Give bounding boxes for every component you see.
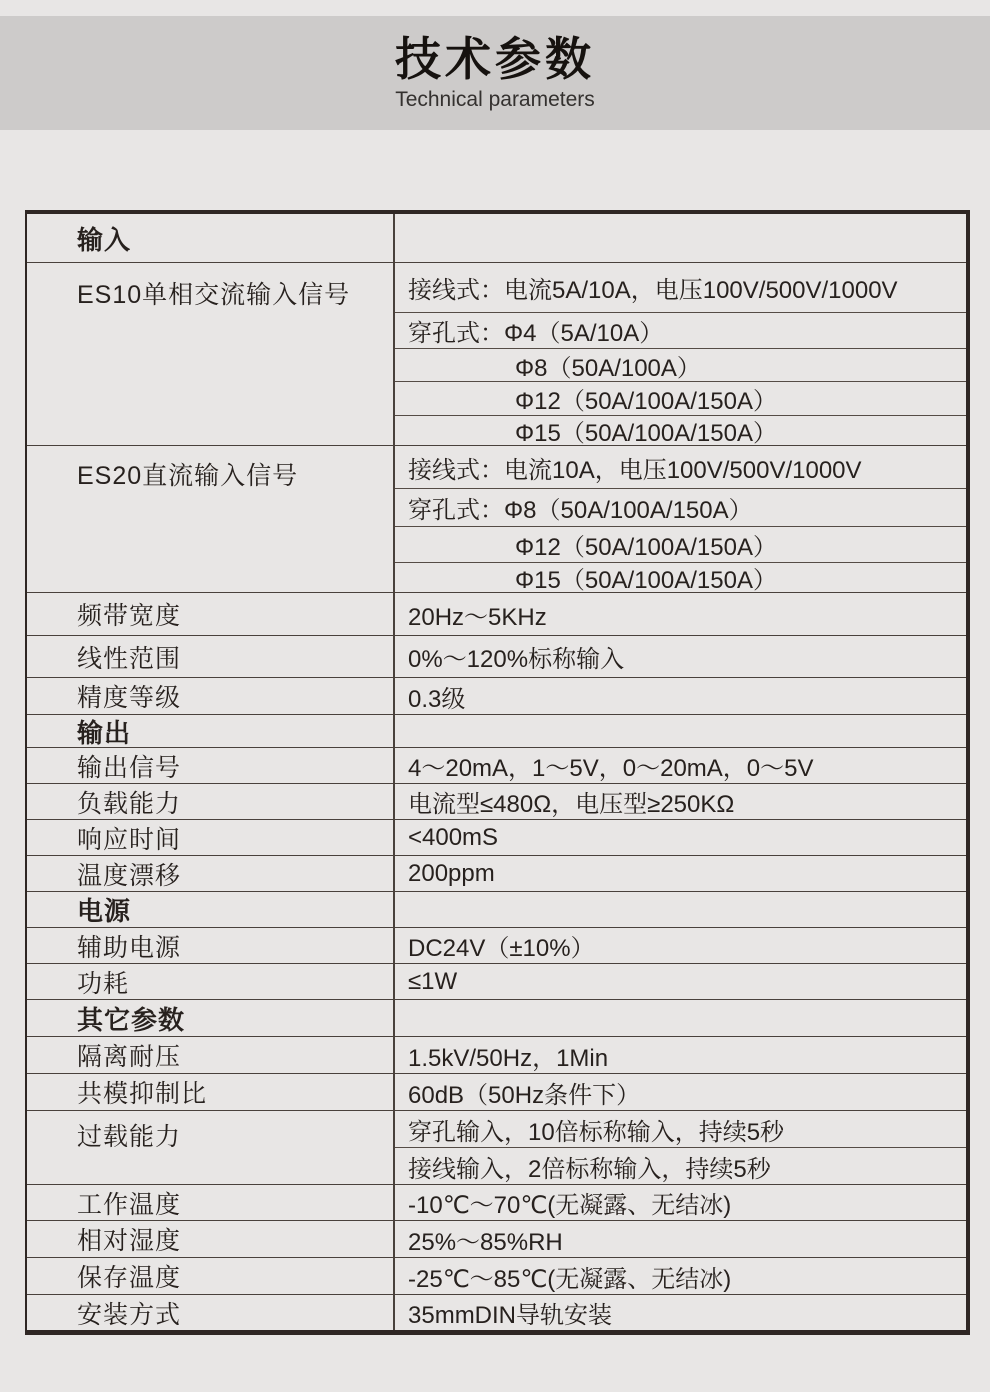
- table-row: [27, 678, 966, 715]
- param-label: ES10单相交流输入信号: [27, 263, 395, 445]
- param-label: 工作温度: [27, 1185, 395, 1220]
- param-value: -25℃～85℃(无凝露、无结冰): [408, 1265, 732, 1293]
- section-value-empty: [395, 715, 966, 747]
- param-label: ES20直流输入信号: [27, 446, 395, 592]
- param-label: 负载能力: [27, 784, 395, 819]
- param-label: 过载能力: [27, 1111, 395, 1184]
- param-value: Φ15（50A/100A/150A）: [395, 562, 966, 592]
- param-value: 60dB（50Hz条件下）: [408, 1081, 641, 1109]
- param-value: 200ppm: [408, 859, 495, 887]
- table-row: [27, 1074, 966, 1111]
- param-value: 穿孔式：Φ8（50A/100A/150A）: [395, 488, 966, 526]
- param-value: <400mS: [408, 823, 499, 851]
- table-row: [27, 1295, 966, 1330]
- param-value: 穿孔式：Φ4（5A/10A）: [395, 312, 966, 348]
- param-label: 共模抑制比: [27, 1074, 395, 1110]
- param-value: 电流型≤480Ω，电压型≥250KΩ: [408, 791, 735, 818]
- table-row: [27, 636, 966, 678]
- param-value: Φ8（50A/100A）: [395, 348, 966, 381]
- group-row-es10: [27, 263, 966, 446]
- param-label: 保存温度: [27, 1258, 395, 1294]
- section-row-output: [27, 715, 966, 748]
- table-row: [27, 1258, 966, 1295]
- section-row-other: [27, 1000, 966, 1037]
- section-label: 输出: [27, 715, 395, 747]
- param-value: Φ12（50A/100A/150A）: [395, 381, 966, 415]
- param-value: Φ12（50A/100A/150A）: [395, 526, 966, 562]
- param-value: 1.5kV/50Hz，1Min: [408, 1044, 609, 1072]
- table-row: [27, 784, 966, 820]
- param-label: 功耗: [27, 964, 395, 999]
- group-row-overload: [27, 1111, 966, 1185]
- param-value: -10℃～70℃(无凝露、无结冰): [408, 1192, 732, 1219]
- table-row: [27, 856, 966, 892]
- param-label: 响应时间: [27, 820, 395, 855]
- spec-table: [25, 210, 970, 1335]
- section-label: 电源: [27, 892, 395, 927]
- table-row: [27, 748, 966, 784]
- param-label: 精度等级: [27, 678, 395, 714]
- table-row: [27, 820, 966, 856]
- param-value: DC24V（±10%）: [408, 935, 595, 962]
- param-value: 接线式：电流5A/10A，电压100V/500V/1000V: [408, 277, 898, 304]
- section-value-empty: [395, 892, 966, 927]
- group-row-es20: [27, 446, 966, 593]
- param-value: 穿孔输入，10倍标称输入，持续5秒: [408, 1118, 785, 1146]
- section-label: 输入: [27, 214, 395, 262]
- param-value: 25%～85%RH: [408, 1228, 563, 1256]
- section-value-empty: [395, 214, 966, 262]
- param-value: 20Hz～5KHz: [408, 603, 547, 631]
- table-row: [27, 593, 966, 636]
- table-row: [27, 964, 966, 1000]
- param-value: 0.3级: [408, 685, 466, 713]
- param-label: 温度漂移: [27, 856, 395, 891]
- section-label: 其它参数: [27, 1000, 395, 1036]
- param-label: 频带宽度: [27, 593, 395, 635]
- page-banner: [0, 16, 990, 130]
- section-value-empty: [395, 1000, 966, 1036]
- group-values: [395, 263, 966, 445]
- group-values: [395, 1111, 966, 1184]
- param-value: ≤1W: [408, 967, 458, 995]
- table-row: [27, 928, 966, 964]
- param-label: 隔离耐压: [27, 1037, 395, 1073]
- page-subtitle: Technical parameters: [395, 87, 595, 111]
- param-value: 接线式：电流10A，电压100V/500V/1000V: [408, 456, 862, 484]
- param-value: 35mmDIN导轨安装: [408, 1302, 613, 1329]
- group-values: [395, 446, 966, 592]
- section-row-power: [27, 892, 966, 928]
- param-label: 辅助电源: [27, 928, 395, 963]
- param-value: 接线输入，2倍标称输入，持续5秒: [395, 1147, 966, 1184]
- table-row: [27, 1185, 966, 1221]
- table-row: [27, 1221, 966, 1258]
- param-value: 4～20mA，1～5V，0～20mA，0～5V: [408, 755, 814, 782]
- param-value: Φ15（50A/100A/150A）: [395, 415, 966, 445]
- param-label: 输出信号: [27, 748, 395, 783]
- table-row: [27, 1037, 966, 1074]
- param-label: 线性范围: [27, 636, 395, 677]
- param-label: 相对湿度: [27, 1221, 395, 1257]
- page-title: 技术参数: [395, 33, 595, 86]
- param-value: 0%～120%标称输入: [408, 646, 625, 673]
- param-label: 安装方式: [27, 1295, 395, 1330]
- section-row-input: [27, 214, 966, 263]
